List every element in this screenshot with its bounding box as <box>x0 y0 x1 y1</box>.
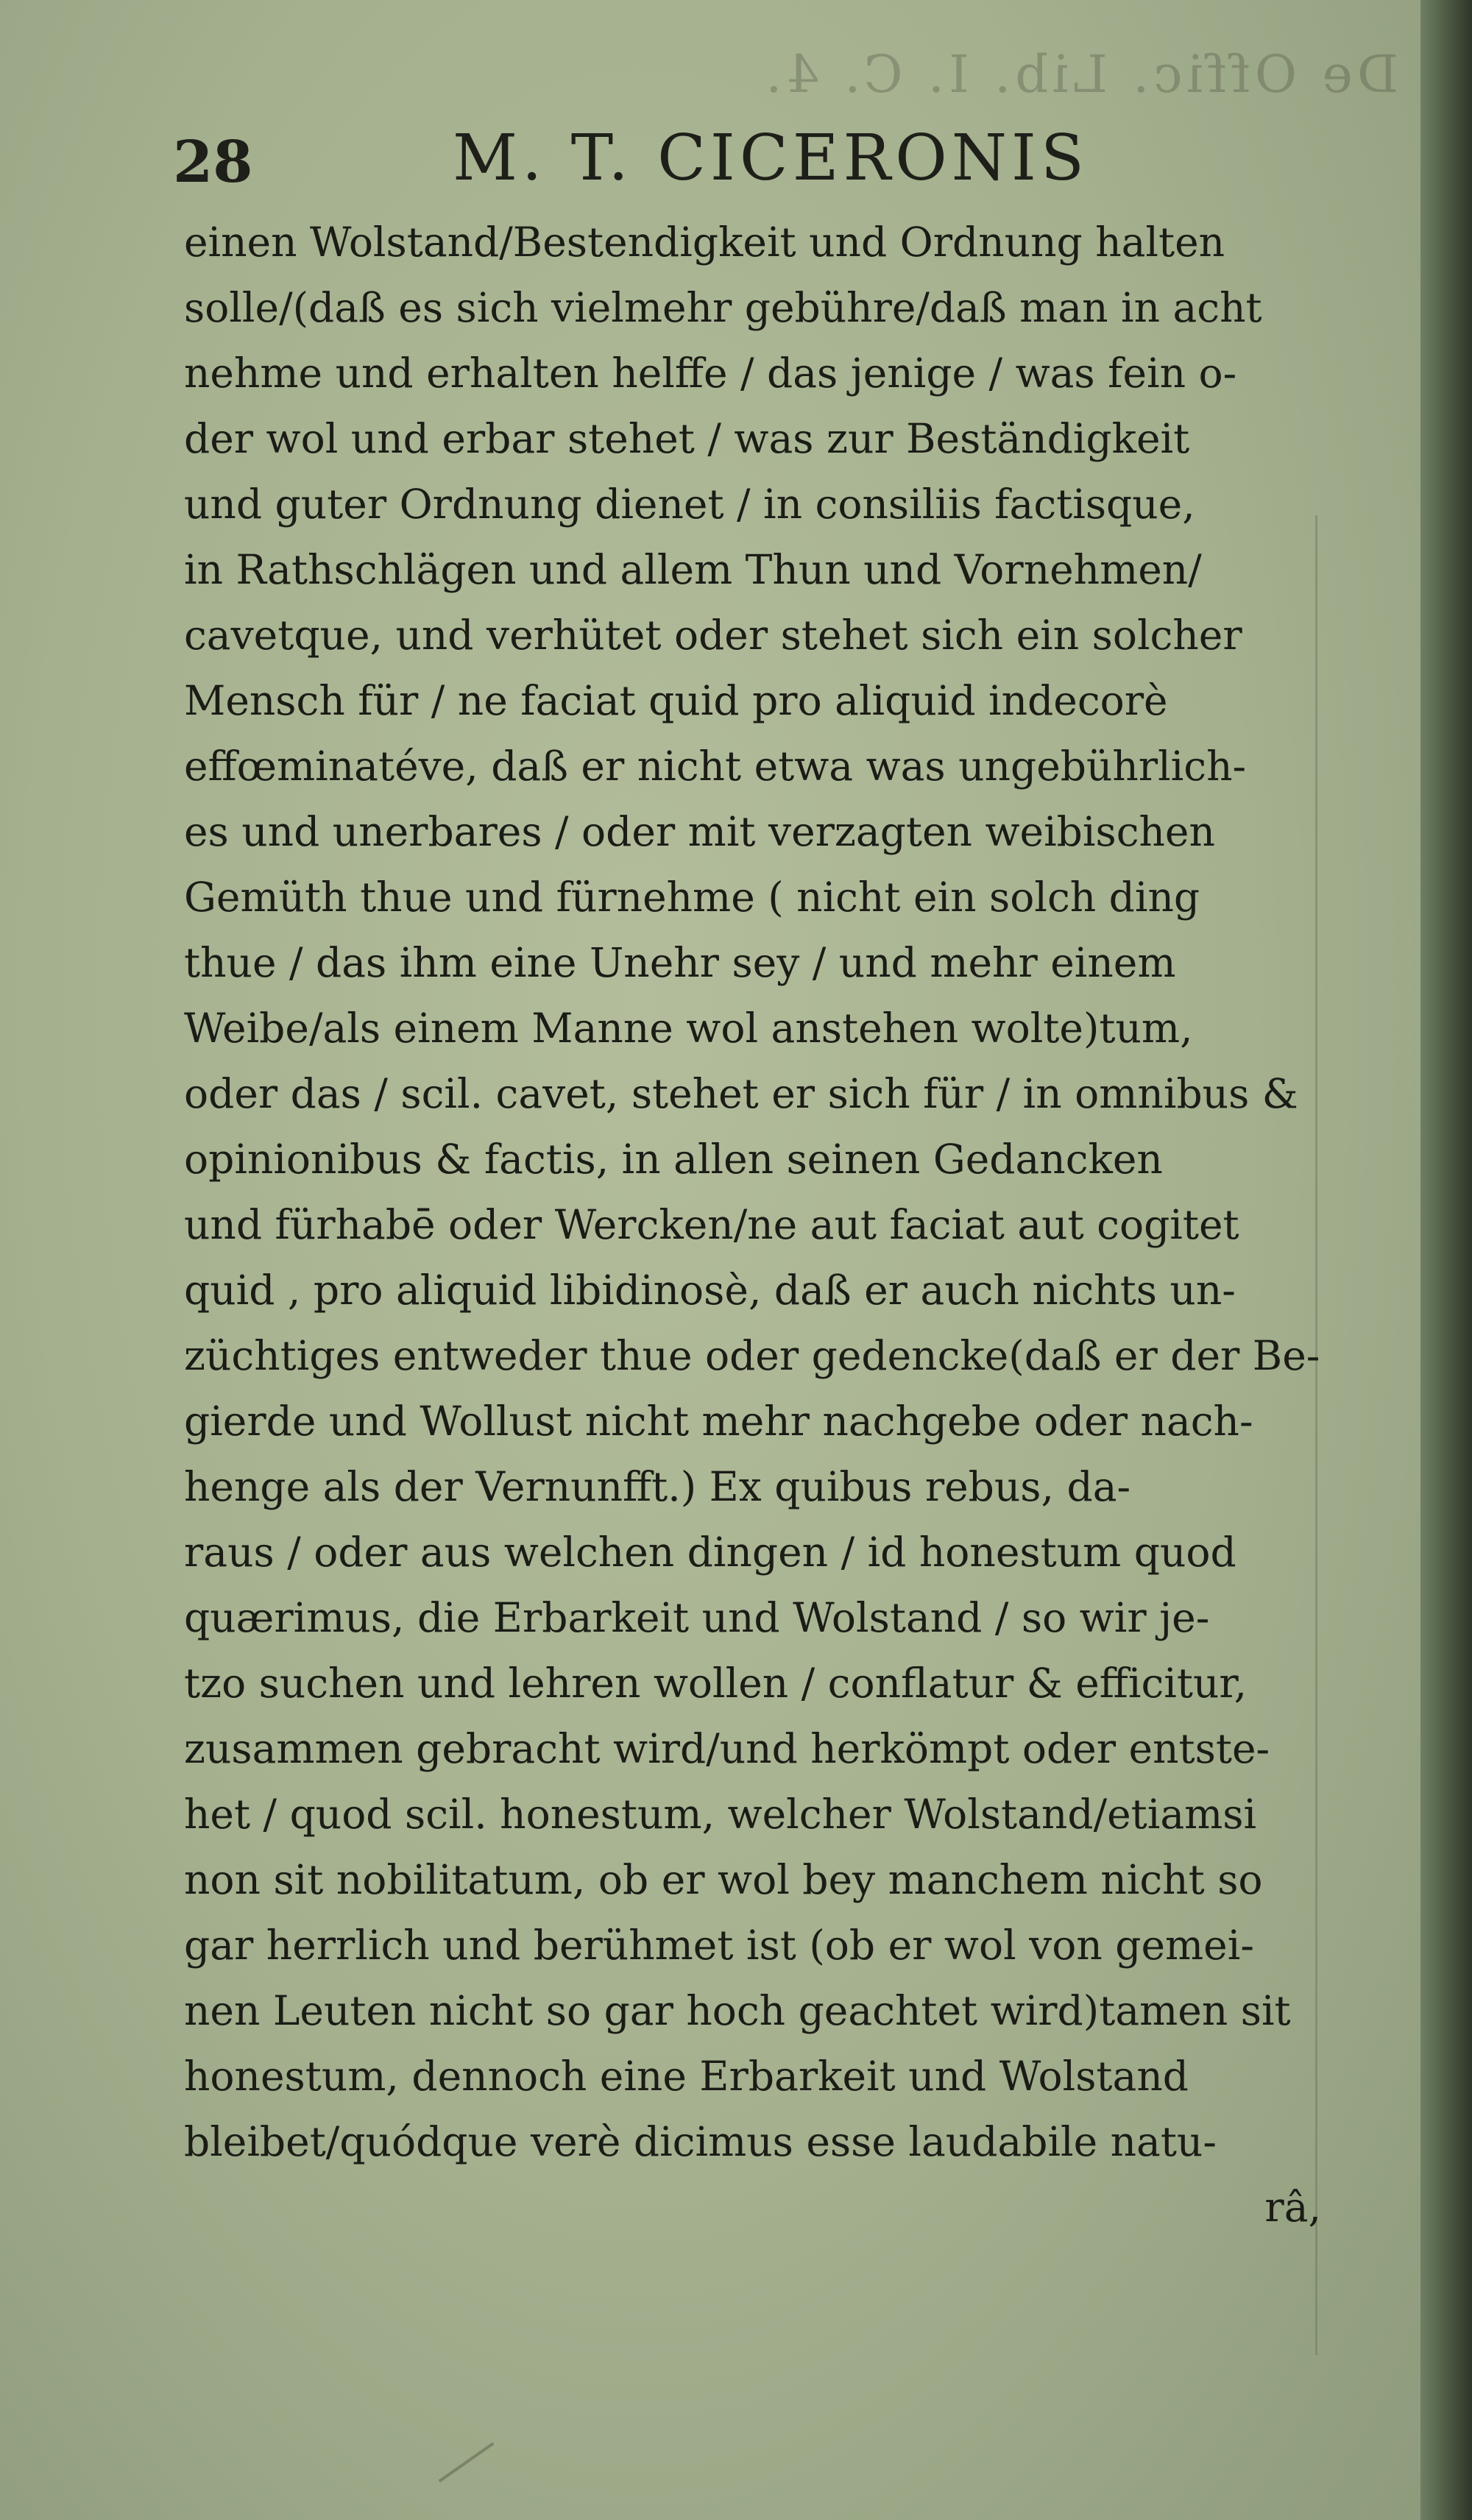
text-line: züchtiges entweder thue oder gedencke(daß er der Be- <box>184 1332 1320 1379</box>
body-text <box>184 210 1354 2240</box>
text-line: Gemüth thue und fürnehme ( nicht ein solch ding <box>184 874 1200 921</box>
text-line: thue / das ihm eine Unehr sey / und mehr einem <box>184 939 1176 986</box>
text-line: quid , pro aliquid libidinosè, daß er auch nichts un- <box>184 1267 1236 1314</box>
book-gutter <box>1420 0 1472 2520</box>
text-line: honestum, dennoch eine Erbarkeit und Wolstand <box>184 2053 1189 2100</box>
text-line: effœminatéve, daß er nicht etwa was ungebührlich- <box>184 743 1247 790</box>
ink-smudge <box>439 2442 512 2507</box>
text-line: gierde und Wollust nicht mehr nachgebe oder nach- <box>184 1398 1253 1445</box>
text-line: bleibet/quódque verè dicimus esse laudabile natu- <box>184 2118 1217 2165</box>
text-line: het / quod scil. honestum, welcher Wolstand/etiamsi <box>184 1791 1257 1838</box>
text-line: raus / oder aus welchen dingen / id honestum quod <box>184 1529 1236 1576</box>
text-line: Mensch für / ne faciat quid pro aliquid indecorè <box>184 677 1168 724</box>
page-number: 28 <box>173 129 253 196</box>
text-line: quærimus, die Erbarkeit und Wolstand / so wir je- <box>184 1594 1210 1641</box>
text-line: solle/(daß es sich vielmehr gebühre/daß man in acht <box>184 284 1262 331</box>
text-line: gar herrlich und berühmet ist (ob er wol von gemei- <box>184 1922 1254 1969</box>
text-line: und guter Ordnung dienet / in consiliis factisque, <box>184 481 1195 528</box>
text-line: tzo suchen und lehren wollen / conflatur & efficitur, <box>184 1660 1248 1707</box>
text-line: zusammen gebracht wird/und herkömpt oder entste- <box>184 1725 1270 1772</box>
text-line: non sit nobilitatum, ob er wol bey manchem nicht so <box>184 1856 1263 1903</box>
text-line: in Rathschlägen und allem Thun und Vornehmen/ <box>184 546 1202 593</box>
text-line: henge als der Vernunfft.) Ex quibus rebus, da- <box>184 1463 1131 1510</box>
text-line: es und unerbares / oder mit verzagten weibischen <box>184 808 1215 855</box>
bleed-through-text: De Offic. Lib. I. C. 4. <box>761 44 1398 105</box>
text-line: und fürhabē oder Wercken/ne aut faciat aut cogitet <box>184 1201 1239 1248</box>
text-line: nen Leuten nicht so gar hoch geachtet wird)tamen sit <box>184 1987 1291 2034</box>
text-line: der wol und erbar stehet / was zur Beständigkeit <box>184 415 1190 462</box>
text-line: Weibe/als einem Manne wol anstehen wolte)tum, <box>184 1005 1193 1052</box>
page-header <box>173 121 1306 202</box>
text-line: oder das / scil. cavet, stehet er sich für / in omnibus & <box>184 1070 1298 1117</box>
running-title: M. T. CICERONIS <box>453 121 1089 195</box>
text-line: nehme und erhalten helffe / das jenige / was fein o- <box>184 350 1237 397</box>
catchword: râ, <box>1264 2184 1321 2231</box>
text-line: opinionibus & factis, in allen seinen Gedancken <box>184 1136 1163 1183</box>
text-line: einen Wolstand/Bestendigkeit und Ordnung halten <box>184 219 1225 266</box>
text-line: cavetque, und verhütet oder stehet sich ein solcher <box>184 612 1242 659</box>
